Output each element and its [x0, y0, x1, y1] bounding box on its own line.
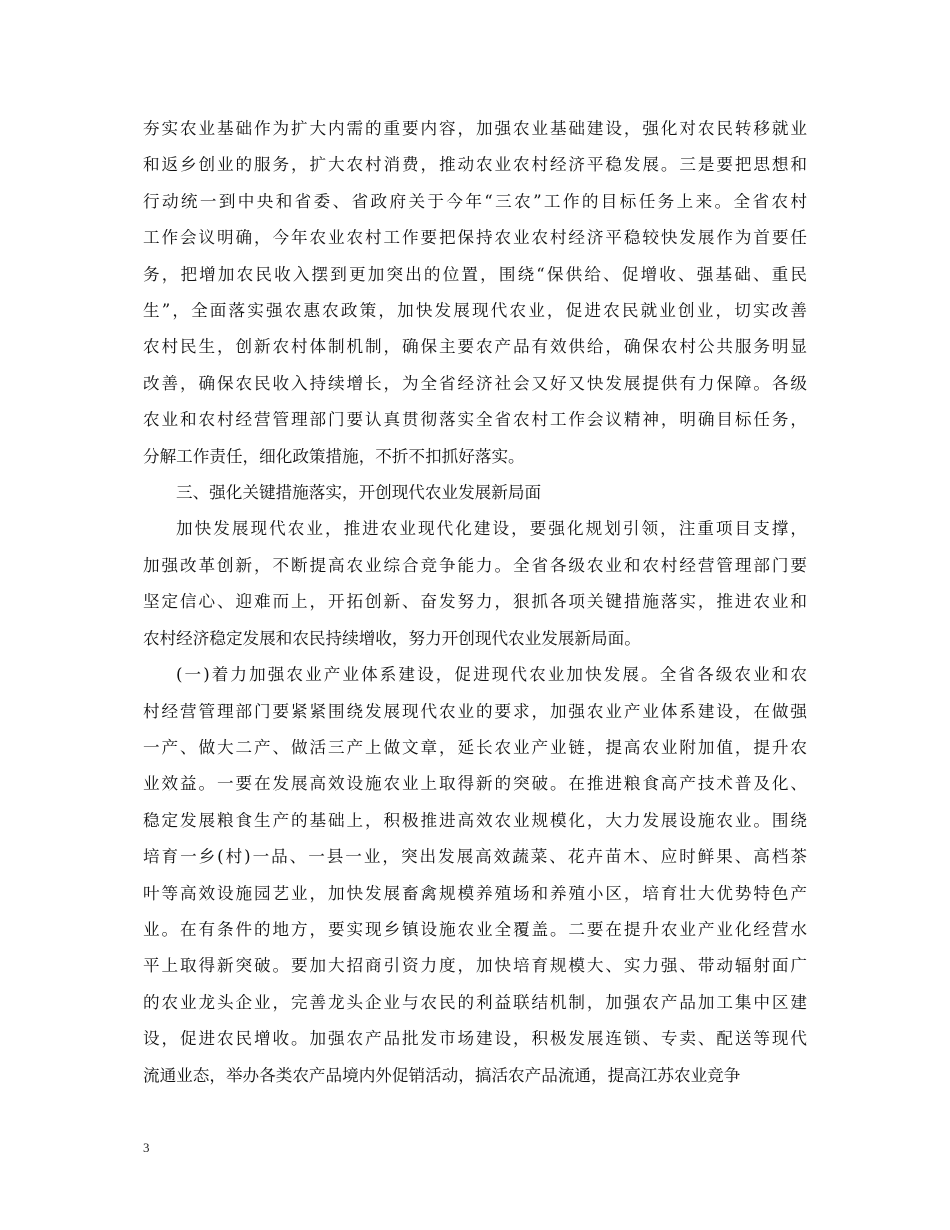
text-line: 坚定信心、迎难而上，开拓创新、奋发努力，狠抓各项关键措施落实，推进农业和	[143, 592, 807, 612]
text-line: 生”，全面落实强农惠农政策，加快发展现代农业，促进农民就业创业，切实改善	[143, 301, 807, 321]
paragraph	[143, 111, 807, 475]
page-number: 3	[143, 1140, 150, 1155]
text-line: 农业和农村经营管理部门要认真贯彻落实全省农村工作会议精神，明确目标任务，	[143, 410, 807, 430]
paragraph	[143, 475, 807, 511]
text-line: 改善，确保农民收入持续增长，为全省经济社会又好又快发展提供有力保障。各级	[143, 373, 807, 393]
text-line: 行动统一到中央和省委、省政府关于今年“三农”工作的目标任务上来。全省农村	[143, 191, 807, 211]
text-line: 分解工作责任，细化政策措施，不折不扣抓好落实。	[143, 446, 525, 466]
paragraph	[143, 657, 807, 1094]
text-line: 业效益。一要在发展高效设施农业上取得新的突破。在推进粮食高产技术普及化、	[143, 774, 807, 794]
text-line: 工作会议明确，今年农业农村工作要把保持农业农村经济平稳较快发展作为首要任	[143, 228, 807, 248]
text-line: 培育一乡(村)一品、一县一业，突出发展高效蔬菜、花卉苗木、应时鲜果、高档茶	[143, 847, 807, 867]
document-body	[143, 111, 807, 1094]
paragraph	[143, 511, 807, 657]
text-line: 稳定发展粮食生产的基础上，积极推进高效农业规模化，大力发展设施农业。围绕	[143, 810, 807, 830]
text-line: 务，把增加农民收入摆到更加突出的位置，围绕“保供给、促增收、强基础、重民	[143, 264, 807, 284]
text-line: (一)着力加强农业产业体系建设，促进现代农业加快发展。全省各级农业和农	[176, 665, 807, 685]
text-line: 叶等高效设施园艺业，加快发展畜禽规模养殖场和养殖小区，培育壮大优势特色产	[143, 883, 807, 903]
text-line: 村经营管理部门要紧紧围绕发展现代农业的要求，加强农业产业体系建设，在做强	[143, 701, 807, 721]
text-line: 夯实农业基础作为扩大内需的重要内容，加强农业基础建设，强化对农民转移就业	[143, 119, 807, 138]
text-line: 农村经济稳定发展和农民持续增收，努力开创现代农业发展新局面。	[143, 628, 641, 648]
text-line: 加快发展现代农业，推进农业现代化建设，要强化规划引领，注重项目支撑，	[176, 519, 807, 539]
text-line: 农村民生，创新农村体制机制，确保主要农产品有效供给，确保农村公共服务明显	[143, 337, 807, 357]
text-line: 和返乡创业的服务，扩大农村消费，推动农业农村经济平稳发展。三是要把思想和	[143, 155, 807, 175]
text-line: 设，促进农民增收。加强农产品批发市场建设，积极发展连锁、专卖、配送等现代	[143, 1029, 807, 1049]
text-line: 业。在有条件的地方，要实现乡镇设施农业全覆盖。二要在提升农业产业化经营水	[143, 919, 807, 939]
text-line: 三、强化关键措施落实，开创现代农业发展新局面	[176, 483, 542, 503]
text-line: 加强改革创新，不断提高农业综合竞争能力。全省各级农业和农村经营管理部门要	[143, 555, 807, 575]
text-line: 流通业态，举办各类农产品境内外促销活动，搞活农产品流通，提高江苏农业竞争	[143, 1065, 741, 1085]
text-line: 平上取得新突破。要加大招商引资力度，加快培育规模大、实力强、带动辐射面广	[143, 956, 807, 976]
text-line: 的农业龙头企业，完善龙头企业与农民的利益联结机制，加强农产品加工集中区建	[143, 992, 807, 1012]
text-line: 一产、做大二产、做活三产上做文章，延长农业产业链，提高农业附加值，提升农	[143, 737, 807, 757]
